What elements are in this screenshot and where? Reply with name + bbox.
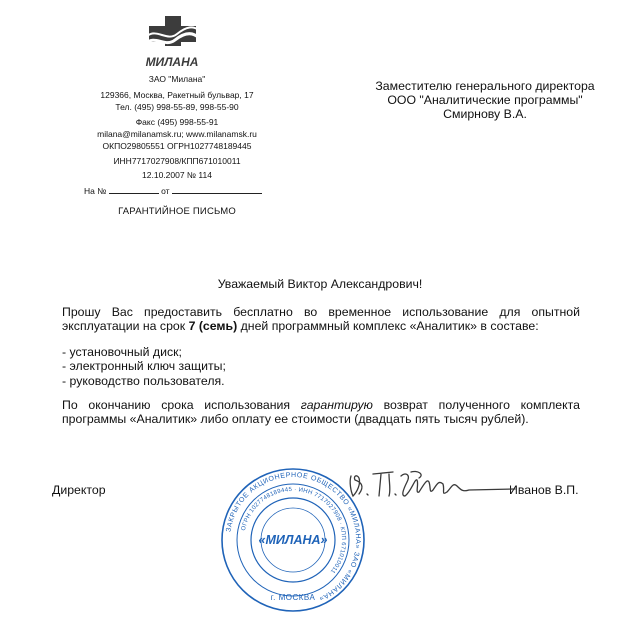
reference-line (84, 185, 262, 196)
reference-from: от (161, 186, 170, 196)
company-web: milana@milanamsk.ru; www.milanamsk.ru (97, 129, 257, 139)
request-term-pre: эксплуатации на срок (62, 319, 189, 334)
company-logo (143, 14, 201, 72)
recipient-title: Заместителю генерального директора (375, 79, 595, 93)
paragraph-request (62, 305, 580, 334)
guarantee-italic: гарантирую (300, 398, 373, 412)
company-seal (219, 466, 367, 614)
seal-inner-text: ОГРН 1027748189445 · ИНН 7717027908 · КПП 671010011 (240, 486, 347, 575)
list-item: - руководство пользователя. (62, 373, 225, 388)
document-type: ГАРАНТИЙНОЕ ПИСЬМО (118, 206, 236, 217)
reference-date-blank (172, 185, 262, 194)
seal-center-text: «МИЛАНА» (258, 533, 328, 547)
paragraph-guarantee-line2: программы «Аналитик» либо оплату ее стоимости (двадцать пять тысяч рублей). (62, 412, 529, 427)
company-inn: ИНН7717027908/КПП671010011 (113, 156, 241, 166)
paragraph-guarantee-line1 (62, 398, 580, 412)
company-phone: Тел. (495) 998-55-89, 998-55-90 (115, 102, 239, 112)
letter-date-number: 12.10.2007 № 114 (142, 170, 212, 180)
request-term-bold: 7 (семь) (188, 319, 238, 334)
paragraph-request-line2 (62, 319, 580, 333)
list-item: - электронный ключ защиты; (62, 359, 226, 374)
signatory-name: Иванов В.П. (509, 483, 579, 497)
company-name: ЗАО "Милана" (148, 74, 206, 84)
reference-number-blank (109, 185, 159, 194)
signatory-role: Директор (52, 483, 106, 497)
items-list (62, 345, 226, 388)
handwritten-signature (345, 462, 520, 506)
seal-city-text: г. МОСКВА (270, 593, 316, 602)
company-fax: Факс (495) 998-55-91 (135, 117, 219, 127)
logo-cross-icon (143, 14, 201, 72)
company-address: 129366, Москва, Ракетный бульвар, 17 (100, 90, 254, 100)
request-term-post: дней программный комплекс «Аналитик» в составе: (237, 319, 539, 334)
recipient-name: Смирнову В.А. (443, 107, 527, 121)
paragraph-request-line1: Прошу Вас предоставить бесплатно во временное использование для опытной (62, 305, 580, 319)
logo-text: МИЛАНА (145, 55, 199, 69)
recipient-company: ООО "Аналитические программы" (387, 93, 583, 107)
reference-prefix: На № (84, 186, 107, 196)
list-item: - установочный диск; (62, 345, 182, 359)
seal-outer-text: ЗАКРЫТОЕ АКЦИОНЕРНОЕ ОБЩЕСТВО «МИЛАНА» ЗАО «МИЛАНА» (225, 471, 362, 603)
guarantee-pre: По окончанию срока использования (62, 398, 301, 412)
company-okpo: ОКПО29805551 ОГРН1027748189445 (102, 141, 252, 151)
paragraph-guarantee (62, 398, 580, 427)
salutation: Уважаемый Виктор Александрович! (217, 277, 423, 291)
guarantee-post: возврат полученного комплекта (372, 398, 580, 412)
